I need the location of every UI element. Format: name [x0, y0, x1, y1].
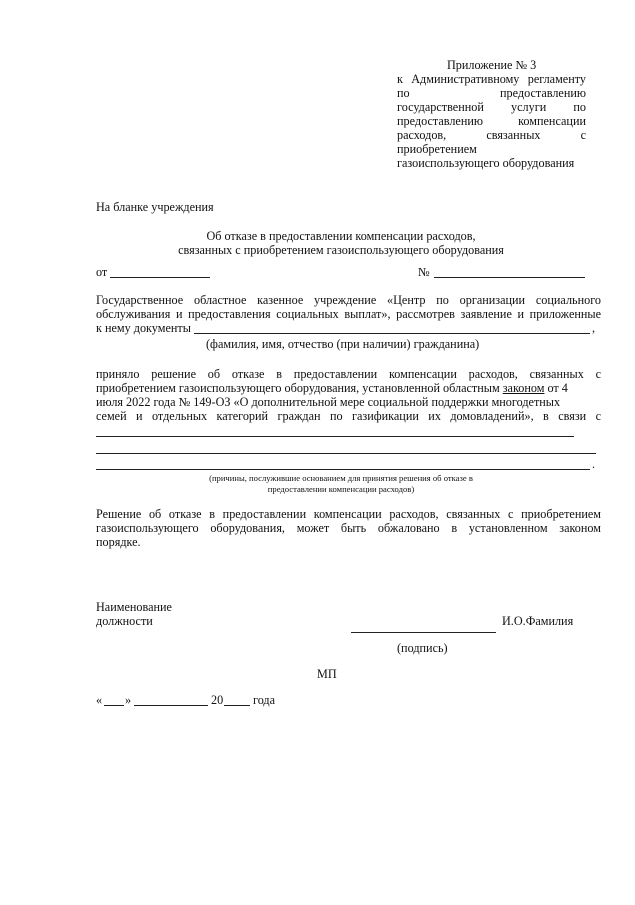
letterhead-note: На бланке учреждения — [96, 200, 214, 214]
appendix-word: расходов, — [397, 128, 447, 142]
appendix-word: по — [573, 100, 586, 114]
number-label: № — [418, 265, 430, 279]
para3-line-3: порядке. — [96, 535, 141, 549]
doc-title-line-1: Об отказе в предоставлении компенсации расходов, — [206, 229, 476, 243]
appendix-title: Приложение № 3 — [447, 58, 537, 72]
para1-line-2: обслуживания и предоставления социальных выплат», рассмотрев заявление и приложенные — [96, 307, 601, 321]
appendix-line-7: газоиспользующего оборудования — [397, 156, 575, 170]
month-field-line[interactable] — [134, 705, 208, 706]
para3-line-2: газоиспользующего оборудования, может быть обжаловано в установленном законом — [96, 521, 601, 535]
appendix-word: с — [580, 128, 586, 142]
position-line-2: должности — [96, 614, 153, 628]
appendix-word: компенсации — [518, 114, 586, 128]
date-field-line[interactable] — [110, 277, 210, 278]
date-century: 20 — [211, 693, 224, 707]
para2-line-3: июля 2022 года № 149-ОЗ «О дополнительной мере социальной поддержки многодетных — [96, 395, 561, 409]
para3-line-1: Решение об отказе в предоставлении компенсации расходов, связанных с приобретением — [96, 507, 601, 521]
number-field-line[interactable] — [434, 277, 585, 278]
para2-line-4: семей и отдельных категорий граждан по газификации их домовладений», в связи с — [96, 409, 601, 423]
reason-caption-line-2: предоставлении компенсации расходов) — [267, 484, 415, 494]
day-field-line[interactable] — [104, 705, 124, 706]
signature-field-line[interactable] — [351, 632, 496, 633]
year-field-line[interactable] — [224, 705, 250, 706]
person-field-line[interactable] — [194, 333, 590, 334]
person-caption: (фамилия, имя, отчество (при наличии) гражданина) — [206, 337, 480, 351]
signature-caption: (подпись) — [397, 641, 448, 655]
position-line-1: Наименование — [96, 600, 172, 614]
appendix-line-3 — [397, 100, 586, 115]
law-link[interactable]: законом — [502, 381, 545, 395]
appendix-word: связанных — [486, 128, 541, 142]
bottom-date-line — [96, 693, 102, 708]
doc-title-line-2: связанных с приобретением газоиспользующего оборудования — [178, 243, 504, 257]
date-close-quote: » — [125, 693, 132, 707]
appendix-line-5 — [397, 128, 586, 143]
date-year-word: года — [253, 693, 276, 707]
appendix-word: предоставлению — [500, 86, 586, 100]
para1-comma: , — [592, 321, 596, 335]
appendix-word: государственной — [397, 100, 484, 114]
appendix-line-2 — [397, 86, 586, 101]
para1-line-1: Государственное областное казенное учреждение «Центр по организации социального — [96, 293, 601, 307]
appendix-word: по — [397, 86, 410, 100]
appendix-line-4 — [397, 114, 586, 129]
para2-line-2-before: приобретением газоиспользующего оборудования, установленной областным — [96, 381, 503, 395]
para2-line-2 — [96, 381, 568, 396]
reason-field-line-2[interactable] — [96, 453, 596, 454]
date-label: от — [96, 265, 108, 279]
appendix-line-6: приобретением — [397, 142, 477, 156]
appendix-line-1: к Административному регламенту — [397, 72, 586, 86]
para1-line-3: к нему документы — [96, 321, 191, 335]
reason-caption-line-1: (причины, послужившие основанием для принятия решения об отказе в — [209, 473, 473, 483]
seal-label: МП — [317, 667, 337, 681]
appendix-word: услуги — [511, 100, 547, 114]
signer-name: И.О.Фамилия — [502, 614, 574, 628]
date-open-quote: « — [96, 693, 103, 707]
para2-line-1: приняло решение об отказе в предоставлении компенсации расходов, связанных с — [96, 367, 601, 381]
appendix-word: предоставлению — [397, 114, 483, 128]
reason-end-period: . — [592, 457, 596, 471]
reason-field-line-3[interactable] — [96, 469, 590, 470]
reason-field-line-1[interactable] — [96, 436, 574, 437]
para2-line-2-after: от 4 — [544, 381, 568, 395]
